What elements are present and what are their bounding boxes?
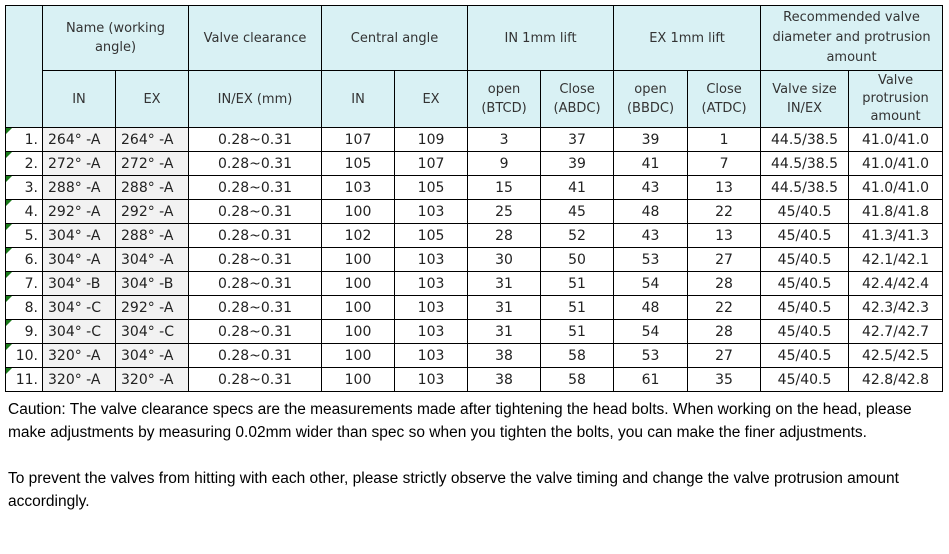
central-ex-cell: 103 bbox=[395, 368, 468, 392]
ex-close-cell: 28 bbox=[688, 272, 761, 296]
in-close-cell: 41 bbox=[541, 176, 614, 200]
name-ex-cell: 304° -C bbox=[116, 320, 189, 344]
central-in-header: IN bbox=[322, 71, 395, 128]
in-open-header: open (BTCD) bbox=[468, 71, 541, 128]
ex-close-cell: 13 bbox=[688, 224, 761, 248]
central-in-cell: 100 bbox=[322, 200, 395, 224]
valve-spec-table bbox=[5, 5, 943, 392]
central-ex-cell: 105 bbox=[395, 176, 468, 200]
in-close-cell: 45 bbox=[541, 200, 614, 224]
ex-open-cell: 53 bbox=[614, 248, 688, 272]
table-row bbox=[6, 152, 943, 176]
central-ex-cell: 105 bbox=[395, 224, 468, 248]
in-open-cell: 31 bbox=[468, 320, 541, 344]
ex-open-cell: 39 bbox=[614, 128, 688, 152]
row-number-cell: 6. bbox=[6, 248, 43, 272]
table-row bbox=[6, 368, 943, 392]
ex-open-header: open (BBDC) bbox=[614, 71, 688, 128]
recommended-header: Recommended valve diameter and protrusion amount bbox=[761, 6, 943, 71]
protrusion-cell: 41.0/41.0 bbox=[849, 176, 943, 200]
row-number-cell: 2. bbox=[6, 152, 43, 176]
table-row bbox=[6, 176, 943, 200]
clearance-cell: 0.28~0.31 bbox=[189, 224, 322, 248]
in-close-cell: 51 bbox=[541, 272, 614, 296]
protrusion-cell: 42.5/42.5 bbox=[849, 344, 943, 368]
table-row bbox=[6, 296, 943, 320]
table-row bbox=[6, 320, 943, 344]
in-open-cell: 28 bbox=[468, 224, 541, 248]
ex-close-cell: 35 bbox=[688, 368, 761, 392]
ex-open-cell: 48 bbox=[614, 296, 688, 320]
protrusion-cell: 42.7/42.7 bbox=[849, 320, 943, 344]
protrusion-cell: 42.8/42.8 bbox=[849, 368, 943, 392]
table-row bbox=[6, 224, 943, 248]
in-close-cell: 51 bbox=[541, 320, 614, 344]
in-close-cell: 51 bbox=[541, 296, 614, 320]
central-ex-header: EX bbox=[395, 71, 468, 128]
central-ex-cell: 103 bbox=[395, 344, 468, 368]
valve-size-cell: 45/40.5 bbox=[761, 368, 849, 392]
in-open-cell: 38 bbox=[468, 368, 541, 392]
protrusion-cell: 42.3/42.3 bbox=[849, 296, 943, 320]
clearance-cell: 0.28~0.31 bbox=[189, 200, 322, 224]
name-in-cell: 304° -B bbox=[43, 272, 116, 296]
valve-size-cell: 45/40.5 bbox=[761, 272, 849, 296]
clearance-cell: 0.28~0.31 bbox=[189, 248, 322, 272]
in-lift-header: IN 1mm lift bbox=[468, 6, 614, 71]
valve-size-cell: 44.5/38.5 bbox=[761, 128, 849, 152]
valve-size-cell: 45/40.5 bbox=[761, 248, 849, 272]
row-number-cell: 3. bbox=[6, 176, 43, 200]
row-number-cell: 8. bbox=[6, 296, 43, 320]
row-number-cell: 10. bbox=[6, 344, 43, 368]
clearance-cell: 0.28~0.31 bbox=[189, 344, 322, 368]
clearance-cell: 0.28~0.31 bbox=[189, 272, 322, 296]
row-number-cell: 5. bbox=[6, 224, 43, 248]
name-ex-cell: 272° -A bbox=[116, 152, 189, 176]
valve-size-cell: 45/40.5 bbox=[761, 320, 849, 344]
central-in-cell: 100 bbox=[322, 272, 395, 296]
name-in-cell: 320° -A bbox=[43, 368, 116, 392]
table-row bbox=[6, 344, 943, 368]
protrusion-cell: 41.3/41.3 bbox=[849, 224, 943, 248]
valve-size-cell: 44.5/38.5 bbox=[761, 176, 849, 200]
central-ex-cell: 103 bbox=[395, 296, 468, 320]
name-in-cell: 320° -A bbox=[43, 344, 116, 368]
name-in-cell: 304° -A bbox=[43, 224, 116, 248]
in-open-cell: 15 bbox=[468, 176, 541, 200]
name-ex-cell: 304° -B bbox=[116, 272, 189, 296]
ex-open-cell: 61 bbox=[614, 368, 688, 392]
name-in-cell: 304° -C bbox=[43, 320, 116, 344]
ex-close-cell: 28 bbox=[688, 320, 761, 344]
table-row bbox=[6, 272, 943, 296]
clearance-cell: 0.28~0.31 bbox=[189, 152, 322, 176]
clearance-cell: 0.28~0.31 bbox=[189, 296, 322, 320]
in-open-cell: 3 bbox=[468, 128, 541, 152]
ex-close-cell: 27 bbox=[688, 248, 761, 272]
in-close-cell: 52 bbox=[541, 224, 614, 248]
central-in-cell: 100 bbox=[322, 248, 395, 272]
central-ex-cell: 103 bbox=[395, 272, 468, 296]
ex-open-cell: 43 bbox=[614, 176, 688, 200]
central-ex-cell: 109 bbox=[395, 128, 468, 152]
row-number-cell: 1. bbox=[6, 128, 43, 152]
ex-close-header: Close (ATDC) bbox=[688, 71, 761, 128]
ex-open-cell: 43 bbox=[614, 224, 688, 248]
clearance-unit-header: IN/EX (mm) bbox=[189, 71, 322, 128]
row-number-cell: 11. bbox=[6, 368, 43, 392]
ex-lift-header: EX 1mm lift bbox=[614, 6, 761, 71]
in-open-cell: 31 bbox=[468, 272, 541, 296]
name-in-cell: 264° -A bbox=[43, 128, 116, 152]
ex-open-cell: 53 bbox=[614, 344, 688, 368]
ex-open-cell: 54 bbox=[614, 272, 688, 296]
valve-size-cell: 44.5/38.5 bbox=[761, 152, 849, 176]
table-row bbox=[6, 200, 943, 224]
protrusion-cell: 42.1/42.1 bbox=[849, 248, 943, 272]
row-number-header bbox=[6, 6, 43, 128]
valve-size-header: Valve size IN/EX bbox=[761, 71, 849, 128]
name-ex-cell: 304° -A bbox=[116, 248, 189, 272]
central-in-cell: 100 bbox=[322, 368, 395, 392]
valve-size-cell: 45/40.5 bbox=[761, 296, 849, 320]
central-ex-cell: 103 bbox=[395, 248, 468, 272]
row-number-cell: 9. bbox=[6, 320, 43, 344]
clearance-cell: 0.28~0.31 bbox=[189, 368, 322, 392]
central-ex-cell: 103 bbox=[395, 200, 468, 224]
name-in-cell: 304° -A bbox=[43, 248, 116, 272]
in-close-cell: 50 bbox=[541, 248, 614, 272]
in-open-cell: 38 bbox=[468, 344, 541, 368]
name-ex-cell: 304° -A bbox=[116, 344, 189, 368]
clearance-cell: 0.28~0.31 bbox=[189, 128, 322, 152]
name-in-cell: 292° -A bbox=[43, 200, 116, 224]
central-in-cell: 107 bbox=[322, 128, 395, 152]
protrusion-header: Valve protrusion amount bbox=[849, 71, 943, 128]
clearance-cell: 0.28~0.31 bbox=[189, 176, 322, 200]
ex-open-cell: 54 bbox=[614, 320, 688, 344]
central-in-cell: 100 bbox=[322, 320, 395, 344]
central-angle-header: Central angle bbox=[322, 6, 468, 71]
name-ex-cell: 320° -A bbox=[116, 368, 189, 392]
name-in-cell: 272° -A bbox=[43, 152, 116, 176]
protrusion-cell: 42.4/42.4 bbox=[849, 272, 943, 296]
name-in-cell: 304° -C bbox=[43, 296, 116, 320]
table-row bbox=[6, 248, 943, 272]
notes-section bbox=[8, 398, 943, 536]
in-close-cell: 37 bbox=[541, 128, 614, 152]
name-ex-cell: 288° -A bbox=[116, 176, 189, 200]
valve-size-cell: 45/40.5 bbox=[761, 224, 849, 248]
protrusion-cell: 41.8/41.8 bbox=[849, 200, 943, 224]
table-row bbox=[6, 128, 943, 152]
row-number-cell: 7. bbox=[6, 272, 43, 296]
name-header: Name (working angle) bbox=[43, 6, 189, 71]
central-in-cell: 103 bbox=[322, 176, 395, 200]
ex-open-cell: 48 bbox=[614, 200, 688, 224]
in-open-cell: 9 bbox=[468, 152, 541, 176]
name-ex-cell: 292° -A bbox=[116, 296, 189, 320]
central-in-cell: 100 bbox=[322, 296, 395, 320]
ex-close-cell: 7 bbox=[688, 152, 761, 176]
name-in-cell: 288° -A bbox=[43, 176, 116, 200]
central-ex-cell: 107 bbox=[395, 152, 468, 176]
valve-clearance-header: Valve clearance bbox=[189, 6, 322, 71]
protrusion-cell: 41.0/41.0 bbox=[849, 152, 943, 176]
in-close-cell: 58 bbox=[541, 344, 614, 368]
ex-close-cell: 22 bbox=[688, 296, 761, 320]
row-number-cell: 4. bbox=[6, 200, 43, 224]
in-open-cell: 25 bbox=[468, 200, 541, 224]
caution-note: Caution: The valve clearance specs are the measurements made after tightening the head bolts. When working on the head, please make adjustments by measuring 0.02mm wider than spec so when you tighten the bolts, you can make the finer adjustments. bbox=[8, 401, 912, 441]
central-ex-cell: 103 bbox=[395, 320, 468, 344]
name-in-header: IN bbox=[43, 71, 116, 128]
in-open-cell: 30 bbox=[468, 248, 541, 272]
name-ex-cell: 292° -A bbox=[116, 200, 189, 224]
in-open-cell: 31 bbox=[468, 296, 541, 320]
ex-close-cell: 13 bbox=[688, 176, 761, 200]
central-in-cell: 100 bbox=[322, 344, 395, 368]
name-ex-header: EX bbox=[116, 71, 189, 128]
central-in-cell: 102 bbox=[322, 224, 395, 248]
name-ex-cell: 264° -A bbox=[116, 128, 189, 152]
valve-size-cell: 45/40.5 bbox=[761, 344, 849, 368]
central-in-cell: 105 bbox=[322, 152, 395, 176]
ex-close-cell: 22 bbox=[688, 200, 761, 224]
in-close-cell: 39 bbox=[541, 152, 614, 176]
in-close-cell: 58 bbox=[541, 368, 614, 392]
in-close-header: Close (ABDC) bbox=[541, 71, 614, 128]
protrusion-cell: 41.0/41.0 bbox=[849, 128, 943, 152]
name-ex-cell: 288° -A bbox=[116, 224, 189, 248]
timing-note: To prevent the valves from hitting with each other, please strictly observe the valve timing and change the valve protrusion amount accordingly. bbox=[8, 470, 899, 510]
clearance-cell: 0.28~0.31 bbox=[189, 320, 322, 344]
spec-table-body bbox=[6, 128, 943, 392]
ex-close-cell: 27 bbox=[688, 344, 761, 368]
valve-size-cell: 45/40.5 bbox=[761, 200, 849, 224]
ex-close-cell: 1 bbox=[688, 128, 761, 152]
ex-open-cell: 41 bbox=[614, 152, 688, 176]
